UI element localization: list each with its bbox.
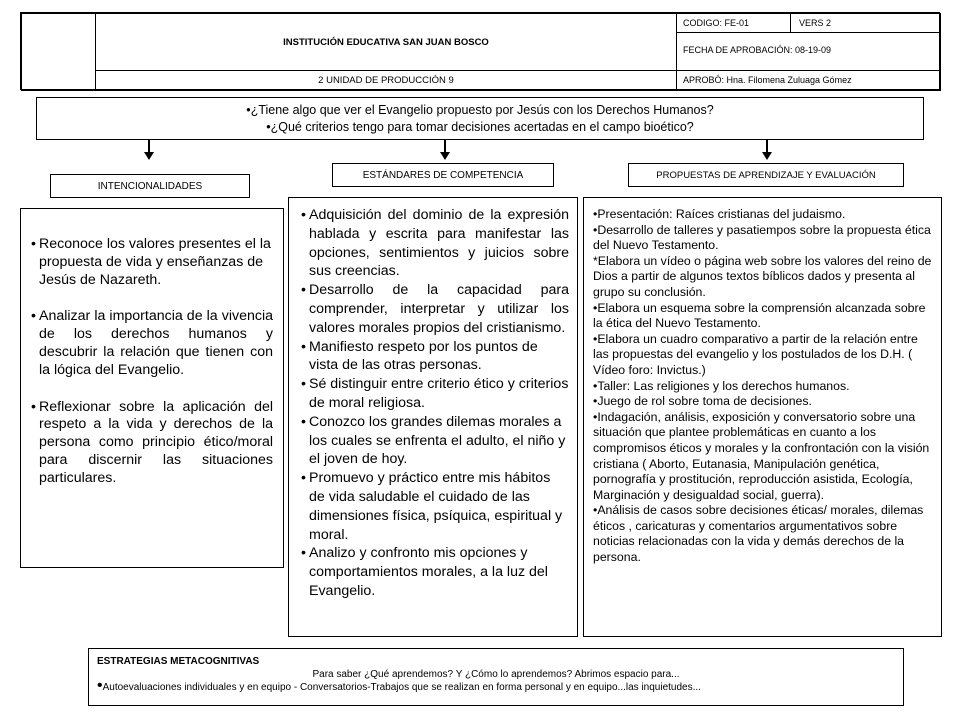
arrow-head-left xyxy=(144,152,154,160)
proposal-item xyxy=(593,503,933,565)
bullet-icon: • xyxy=(593,331,598,346)
question-2-text: ¿Qué criterios tengo para tomar decisiones acertadas en el campo bioético? xyxy=(270,120,694,134)
unit-name: 2 UNIDAD DE PRODUCCIÓN 9 xyxy=(95,70,677,91)
version-cell: VERS 2 xyxy=(790,13,941,33)
logo-cell xyxy=(21,13,96,91)
bullet-icon: • xyxy=(593,300,598,315)
proposal-text: Juego de rol sobre toma de decisiones. xyxy=(597,394,812,409)
standards-box xyxy=(288,197,578,637)
standard-text: Manifiesto respeto por los puntos de vista de las otras personas. xyxy=(309,338,538,374)
proposal-item xyxy=(593,332,933,379)
proposal-text: Desarrollo de talleres y pasatiempos sobre la propuesta ética del Nuevo Testamento. xyxy=(593,222,931,253)
standards-label: ESTÁNDARES DE COMPETENCIA xyxy=(332,163,554,187)
arrow-head-right xyxy=(762,152,772,160)
metacognitive-box xyxy=(88,648,904,706)
standard-item xyxy=(301,375,569,413)
metacognitive-line-2-text: Autoevaluaciones individuales y en equipo - Conversatorios-Trabajos que se realizan en forma personal y en equipo...las inquietudes... xyxy=(102,682,701,693)
intention-text: Analizar la importancia de la vivencia de los derechos humanos y descubrir la relación que tienen con la lógica del Evangelio. xyxy=(39,308,273,378)
guiding-questions-box xyxy=(36,97,924,140)
proposals-label: PROPUESTAS DE APRENDIZAJE Y EVALUACIÓN xyxy=(628,163,904,187)
intention-item xyxy=(31,236,273,289)
approval-date-cell: FECHA DE APROBACIÓN: 08-19-09 xyxy=(676,32,941,71)
standard-text: Analizo y confronto mis opciones y comportamientos morales, a la luz del Evangelio. xyxy=(309,545,548,599)
standard-text: Conozco los grandes dilemas morales a los cuales se enfrenta el adulto, el niño y el joven de hoy. xyxy=(309,413,566,468)
proposal-text: *Elabora un vídeo o página web sobre los valores del reino de Dios a partir de algunos textos bíblicos dados y presenta al grupo su conclusión. xyxy=(593,253,932,299)
bullet-icon: • xyxy=(593,222,598,237)
proposal-text: Elabora un esquema sobre la comprensión alcanzada sobre la ética del Nuevo Testamento. xyxy=(593,300,926,331)
proposal-item xyxy=(593,254,933,301)
question-1: •¿Tiene algo que ver el Evangelio propuesto por Jesús con los Derechos Humanos? xyxy=(246,103,714,117)
standard-text: Desarrollo de la capacidad para comprender, interpretar y utilizar los valores morales propios del cristianismo. xyxy=(309,282,569,336)
intention-text: Reflexionar sobre la aplicación del respeto a la vida y derechos de la persona como principio ético/moral para discernir las situaciones particulares. xyxy=(39,398,273,486)
standard-text: Adquisición del dominio de la expresión hablada y escrita para manifestar las opciones, sentimientos y juicios sobre sus creencias. xyxy=(309,207,569,280)
standard-item xyxy=(301,469,569,544)
proposals-list xyxy=(593,207,933,566)
intentions-list xyxy=(31,236,273,488)
proposal-item xyxy=(593,207,933,223)
proposal-item xyxy=(593,223,933,254)
standard-item xyxy=(301,281,569,337)
intention-text: Reconoce los valores presentes el la propuesta de vida y enseñanzas de Jesús de Nazareth. xyxy=(39,236,271,288)
proposal-text: Análisis de casos sobre decisiones éticas/ morales, dilemas éticos , caricaturas y comentarios argumentativos sobre noticias relacionadas con la vida y demás derechos de la persona. xyxy=(593,503,924,565)
intention-item xyxy=(31,308,273,379)
standard-item xyxy=(301,413,569,469)
arrow-head-middle xyxy=(440,152,450,160)
institution-name: INSTITUCIÓN EDUCATIVA SAN JUAN BOSCO xyxy=(95,13,677,71)
intention-item xyxy=(31,399,273,488)
bullet-icon: • xyxy=(593,207,598,221)
intentions-label: INTENCIONALIDADES xyxy=(50,174,250,198)
question-1-text: ¿Tiene algo que ver el Evangelio propuesto por Jesús con los Derechos Humanos? xyxy=(250,103,714,117)
proposal-item xyxy=(593,394,933,410)
proposal-item xyxy=(593,410,933,504)
standard-text: Promuevo y práctico entre mis hábitos de vida saludable el cuidado de las dimensiones física, psíquica, espiritual y moral. xyxy=(309,470,563,543)
standard-item xyxy=(301,338,569,376)
proposal-item xyxy=(593,379,933,395)
proposal-text: Indagación, análisis, exposición y conversatorio sobre una situación que plantee problemáticas en cuanto a los compromisos éticos y morales y la confrontación con la visión cristiana ( Aborto, Eutanasia, Manipulación genética, pornografía y prostitución, reproducción asistida, Ecología, Marginación y desigualdad social, guerra). xyxy=(593,409,930,502)
code-cell: CODIGO: FE-01 xyxy=(676,13,791,33)
metacognitive-title: ESTRATEGIAS METACOGNITIVAS xyxy=(97,656,260,667)
proposal-item xyxy=(593,301,933,332)
intentions-box xyxy=(20,208,284,568)
proposal-text: Elabora un cuadro comparativo a partir de la relación entre las propuestas del evangelio y los postulados de los D.H. ( Vídeo foro: Invictus.) xyxy=(593,331,918,377)
bullet-icon: • xyxy=(593,378,598,393)
question-2: •¿Qué criterios tengo para tomar decisiones acertadas en el campo bioético? xyxy=(266,120,694,134)
standard-text: Sé distinguir entre criterio ético y criterios de moral religiosa. xyxy=(309,376,569,411)
bullet-icon: • xyxy=(593,503,598,518)
proposal-text: Presentación: Raíces cristianas del judaismo. xyxy=(597,207,846,221)
metacognitive-line-1: Para saber ¿Qué aprendemos? Y ¿Cómo lo aprendemos? Abrimos espacio para... xyxy=(312,669,680,680)
approved-by-cell: APROBÓ: Hna. Filomena Zuluaga Gómez xyxy=(676,70,941,91)
proposal-text: Taller: Las religiones y los derechos humanos. xyxy=(597,378,850,393)
metacognitive-line-2 xyxy=(97,677,895,694)
header-table xyxy=(20,12,940,90)
standards-list xyxy=(301,206,569,601)
standard-item xyxy=(301,206,569,281)
proposals-box xyxy=(583,197,942,637)
standard-item xyxy=(301,544,569,600)
bullet-icon: • xyxy=(593,409,598,424)
bullet-icon: • xyxy=(593,394,598,409)
bullet-icon: • xyxy=(97,677,103,694)
